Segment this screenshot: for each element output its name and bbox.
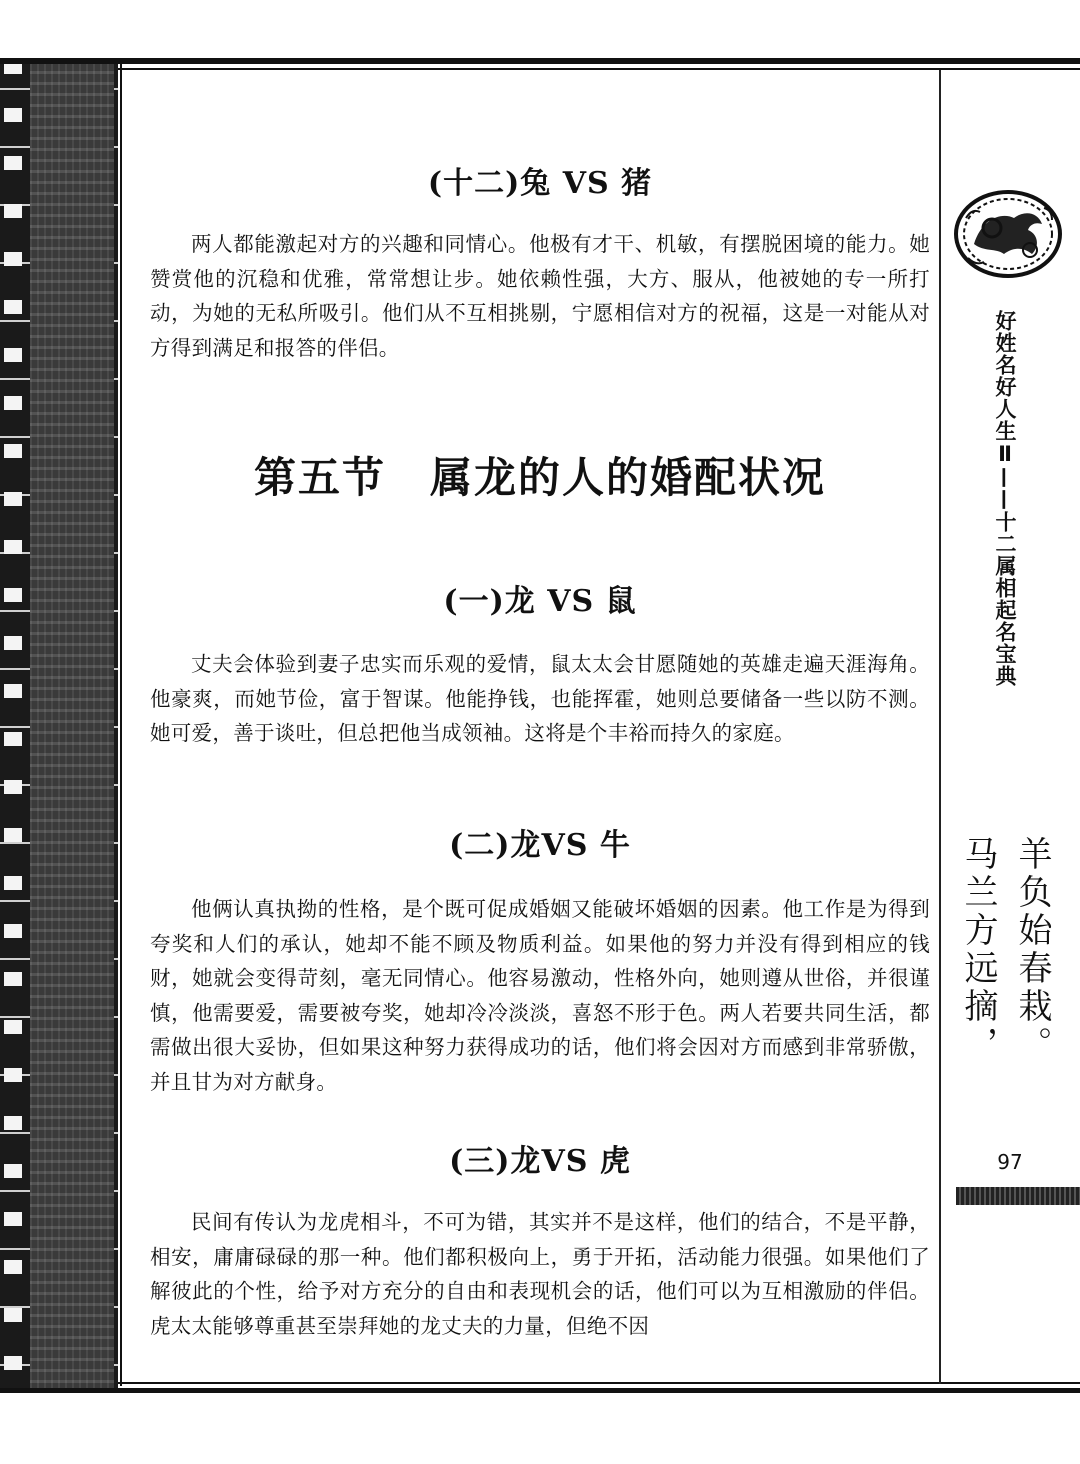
poem-line-2: 马兰方远摘， (958, 836, 998, 1064)
bottom-rule (0, 1388, 1080, 1393)
paragraph-rabbit-pig: 两人都能激起对方的兴趣和同情心。他极有才干、机敏，有摆脱困境的能力。她赞赏他的沉稳和优雅，常常想让步。她依赖性强，大方、服从，他被她的专一所打动，为她的无私所吸引。他们从不互相挑剔，宁愿相信对方的祝福，这是一对能从对方得到满足和报答的伴侣。 (150, 232, 930, 360)
column-divider (939, 70, 941, 1384)
page-number: 97 (997, 1150, 1023, 1174)
paragraph-dragon-ox: 他俩认真执拗的性格，是个既可促成婚姻又能破坏婚姻的因素。他工作是为得到夸奖和人们的承认，她却不能不顾及物质利益。如果他的努力并没有得到相应的钱财，她就会变得苛刻，毫无同情心。他容易激动，性格外向，她则遵从世俗，并很谨慎，他需要爱，需要被夸奖，她却冷冷淡淡，喜怒不形于色。两人若要共同生活，都需做出很大妥协，但如果这种努力获得成功的话，他们将会因对方而感到非常骄傲，并且甘为对方献身。 (150, 897, 930, 1094)
section-title-rabbit-pig: (十二)兔 VS 猪 (427, 166, 653, 201)
bottom-rule-thin (118, 1382, 1080, 1384)
film-texture (30, 60, 114, 1390)
top-rule (0, 58, 1080, 64)
section-title-dragon-tiger: (三)龙VS 虎 (449, 1144, 631, 1179)
top-rule-thin (118, 68, 1080, 70)
paragraph-dragon-rat: 丈夫会体验到妻子忠实而乐观的爱情，鼠太太会甘愿随她的英雄走遍天涯海角。他豪爽，而她节俭，富于智谋。他能挣钱，也能挥霍，她则总要储备一些以防不测。她可爱，善于谈吐，但总把他当成领袖。这将是个丰裕而持久的家庭。 (150, 652, 930, 745)
section-title-dragon-ox: (二)龙VS 牛 (449, 828, 631, 863)
section-title-dragon-rat: (一)龙 VS 鼠 (443, 584, 637, 619)
poem-line-1: 羊负始春栽。 (1012, 836, 1052, 1064)
page-left-border (120, 64, 122, 1386)
paragraph-dragon-tiger: 民间有传认为龙虎相斗，不可为错，其实并不是这样，他们的结合，不是平静，相安，庸庸碌碌的那一种。他们都积极向上，勇于开拓，活动能力很强。如果他们了解彼此的个性，给予对方充分的自由和表现机会的话，他们可以为互相激励的伴侣。虎太太能够尊重甚至崇拜她的龙丈夫的力量，但绝不因 (150, 1210, 930, 1338)
film-strip-edge (0, 60, 118, 1390)
chapter-title: 第五节 属龙的人的婚配状况 (253, 453, 826, 502)
horse-zodiac-emblem-icon (952, 188, 1064, 280)
film-sprocket-holes (4, 60, 22, 1390)
book-title-vertical: 好姓名好人生Ⅱ——十二属相起名宝典 (993, 310, 1017, 687)
side-decorative-bar (956, 1187, 1080, 1205)
